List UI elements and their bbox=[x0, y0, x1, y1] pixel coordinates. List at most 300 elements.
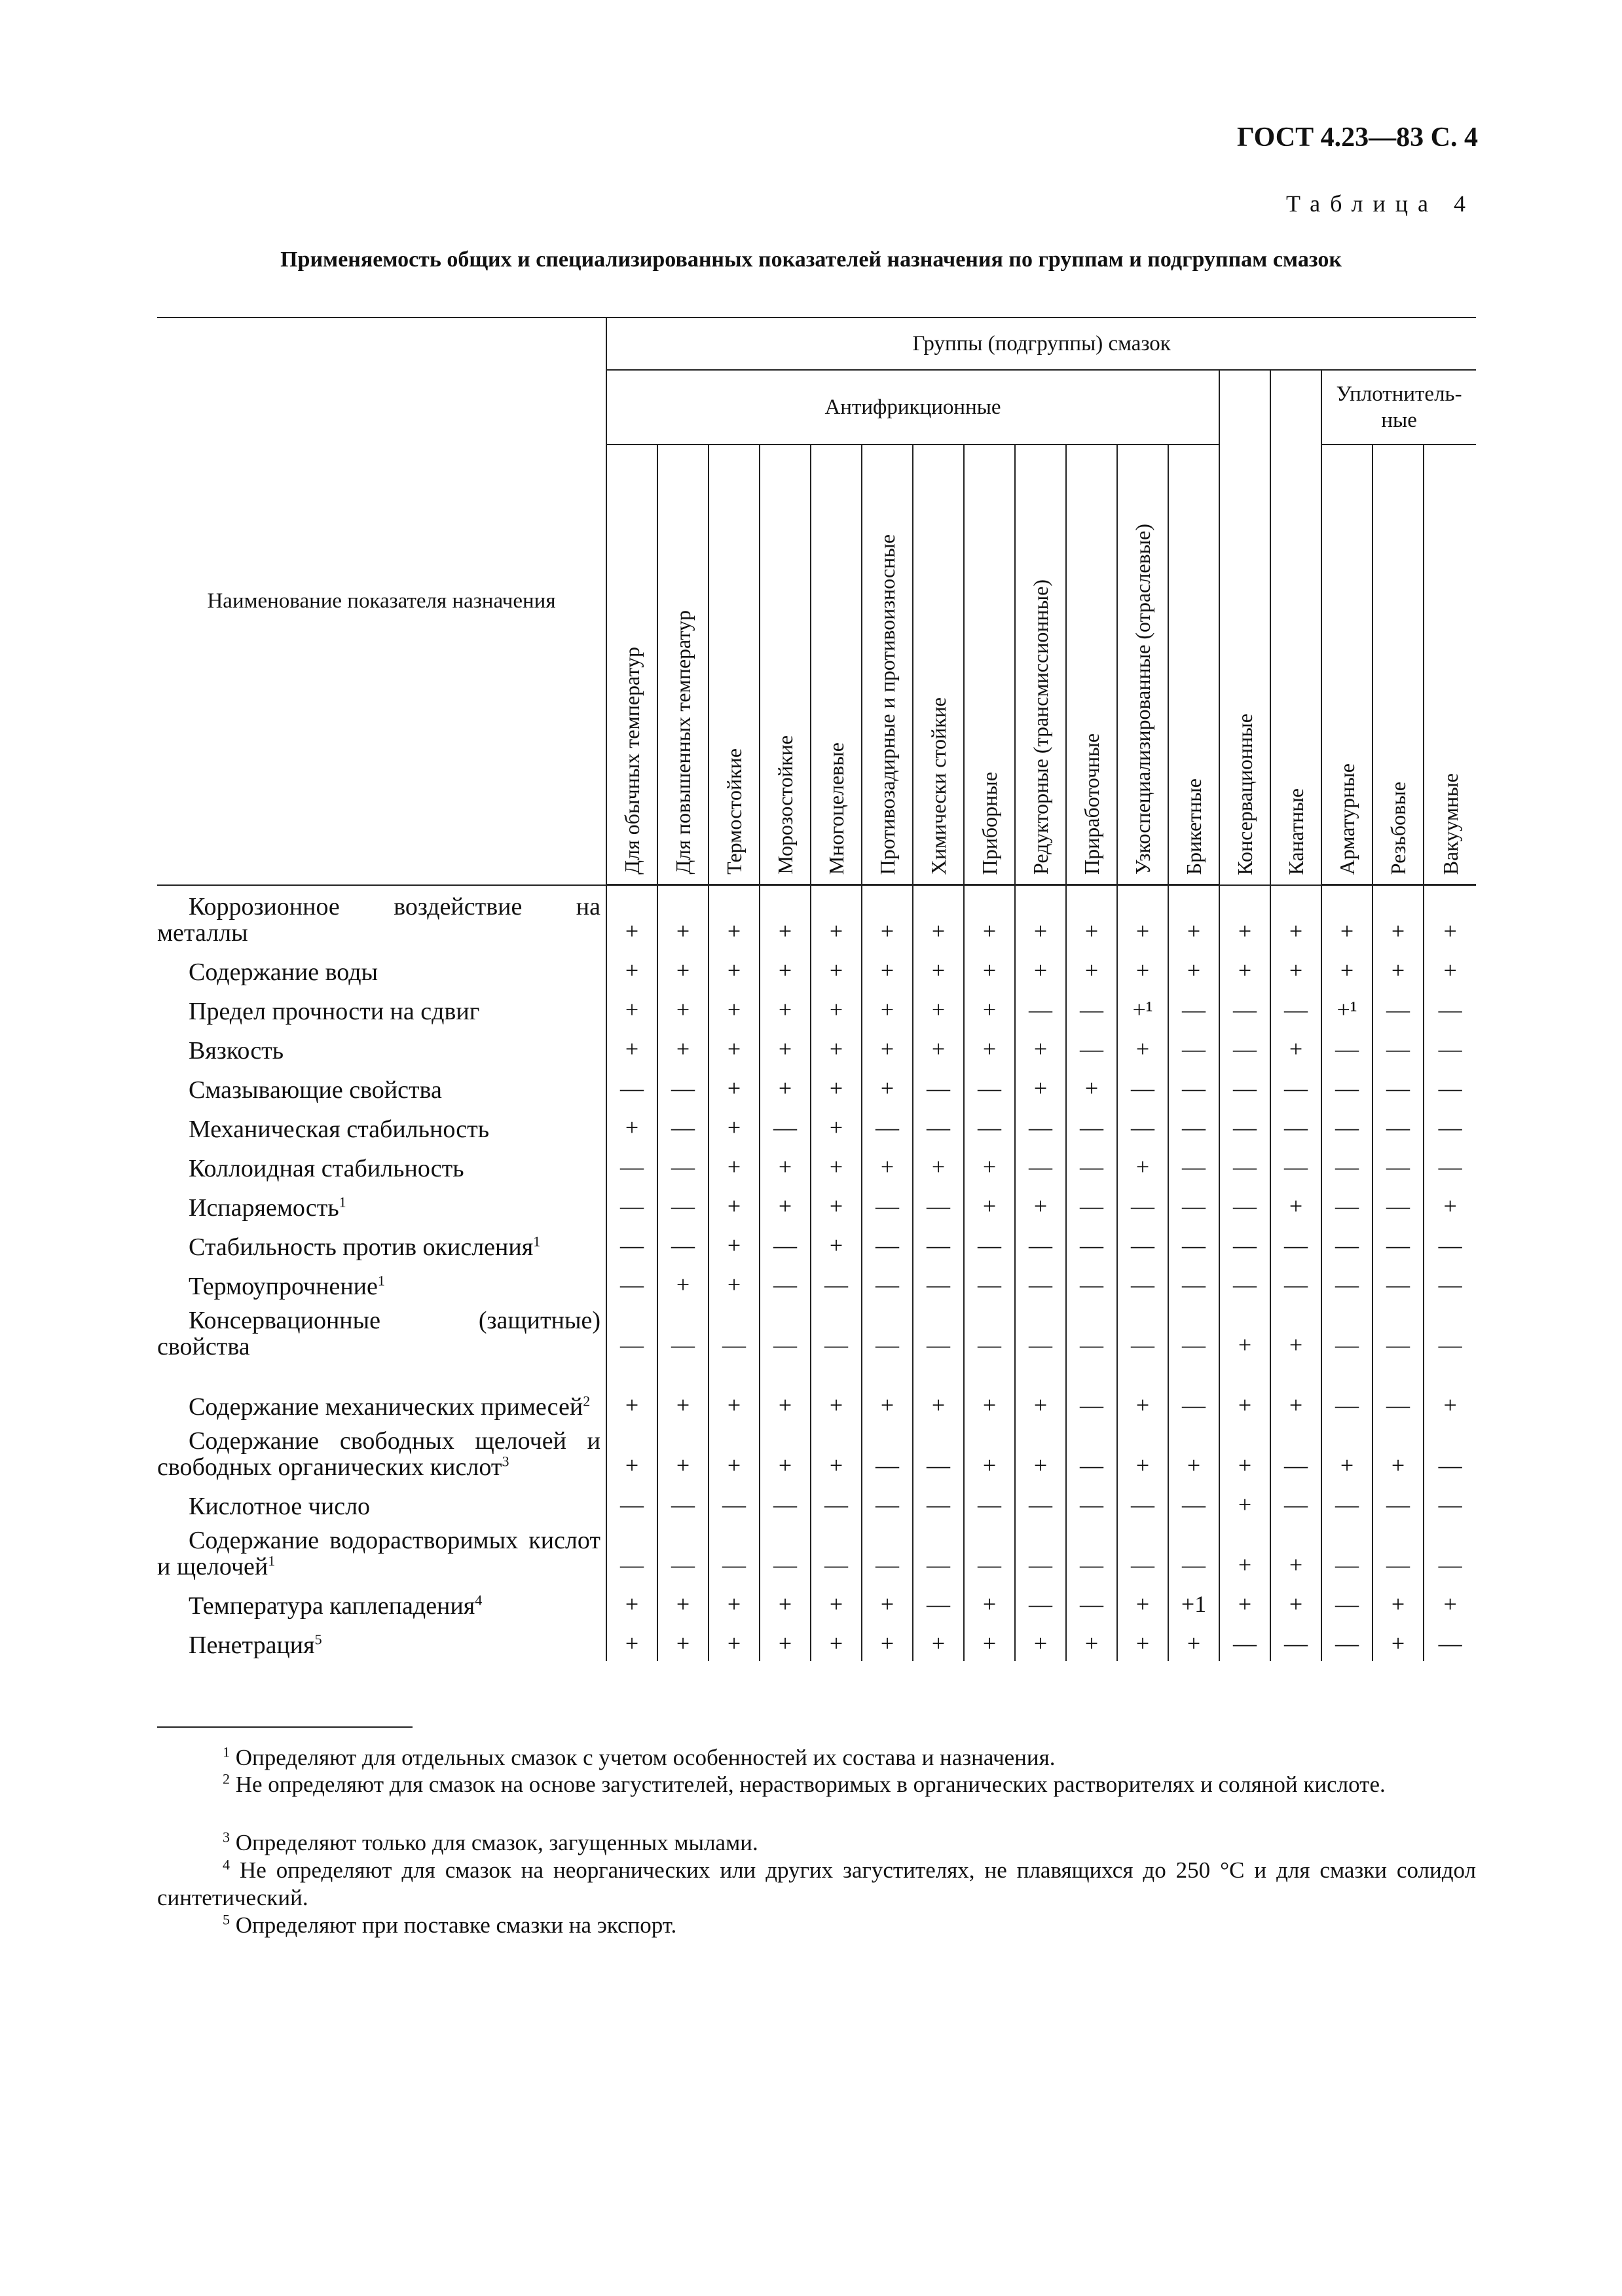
table-row bbox=[157, 1263, 1476, 1302]
table-cell: — bbox=[913, 1184, 964, 1224]
table-cell: — bbox=[1321, 1622, 1373, 1661]
column-header: Канатные bbox=[1270, 370, 1321, 885]
table-cell: + bbox=[862, 949, 913, 988]
table-row bbox=[157, 1027, 1476, 1066]
table-cell: — bbox=[1270, 988, 1321, 1027]
table-cell: — bbox=[811, 1522, 862, 1582]
table-cell: + bbox=[1270, 885, 1321, 949]
row-name: Коллоидная стабильность bbox=[189, 1154, 464, 1182]
table-cell: — bbox=[1270, 1263, 1321, 1302]
table-cell: — bbox=[862, 1263, 913, 1302]
table-cell: + bbox=[862, 1622, 913, 1661]
table-cell: — bbox=[862, 1522, 913, 1582]
table-cell: + bbox=[811, 1066, 862, 1106]
table-cell: + bbox=[709, 1224, 760, 1263]
table-cell: + bbox=[657, 885, 709, 949]
table-cell: — bbox=[1117, 1224, 1168, 1263]
table-cell: — bbox=[657, 1224, 709, 1263]
table-cell: + bbox=[913, 1145, 964, 1184]
row-name: Коррозионное воздействие на металлы bbox=[157, 892, 600, 947]
table-cell: — bbox=[657, 1522, 709, 1582]
table-cell: + bbox=[1219, 1302, 1270, 1362]
table-row bbox=[157, 1582, 1476, 1622]
table-cell: — bbox=[1321, 1263, 1373, 1302]
table-cell: + bbox=[1424, 1362, 1476, 1423]
table-cell: — bbox=[1168, 1066, 1219, 1106]
table-cell: — bbox=[606, 1483, 657, 1522]
table-cell: — bbox=[1219, 1145, 1270, 1184]
table-cell: — bbox=[1066, 1263, 1117, 1302]
table-row bbox=[157, 1224, 1476, 1263]
table-cell: + bbox=[1321, 1423, 1373, 1483]
table-cell: — bbox=[862, 1106, 913, 1145]
table-cell: + bbox=[606, 1362, 657, 1423]
row-name: Стабильность против окисления$^1$ bbox=[189, 1232, 541, 1261]
sealing-header: Уплотнитель-ные bbox=[1321, 370, 1476, 445]
column-header: Приработочные bbox=[1066, 445, 1117, 885]
table-cell: + bbox=[1168, 1423, 1219, 1483]
table-cell: — bbox=[1373, 1483, 1424, 1522]
table-cell: — bbox=[862, 1184, 913, 1224]
column-header: Для повышенных температур bbox=[657, 445, 709, 885]
table-cell: — bbox=[1066, 1184, 1117, 1224]
table-cell: — bbox=[657, 1483, 709, 1522]
table-cell: — bbox=[1321, 1106, 1373, 1145]
table-cell: — bbox=[1015, 988, 1066, 1027]
table-cell: + bbox=[1424, 1184, 1476, 1224]
table-cell: — bbox=[1321, 1483, 1373, 1522]
table-cell: — bbox=[1168, 1362, 1219, 1423]
table-cell: + bbox=[760, 988, 811, 1027]
table-cell: — bbox=[1321, 1302, 1373, 1362]
table-cell: — bbox=[811, 1302, 862, 1362]
table-cell: + bbox=[964, 949, 1015, 988]
table-cell: — bbox=[1373, 1302, 1424, 1362]
table-cell: — bbox=[1066, 1106, 1117, 1145]
table-cell: — bbox=[1270, 1224, 1321, 1263]
row-name: Испаряемость$^1$ bbox=[189, 1193, 346, 1222]
table-cell: + bbox=[1015, 1362, 1066, 1423]
table-cell: + bbox=[1117, 1027, 1168, 1066]
column-header: Арматурные bbox=[1321, 445, 1373, 885]
table-cell: + bbox=[1168, 1622, 1219, 1661]
table-cell: — bbox=[1373, 1263, 1424, 1302]
table-cell: + bbox=[709, 988, 760, 1027]
table-cell: + bbox=[913, 1027, 964, 1066]
table-cell: — bbox=[1373, 1027, 1424, 1066]
table-cell: + bbox=[1270, 1302, 1321, 1362]
table-cell: — bbox=[1270, 1483, 1321, 1522]
table-cell: + bbox=[606, 1622, 657, 1661]
table-cell: — bbox=[1015, 1483, 1066, 1522]
table-cell: + bbox=[606, 1423, 657, 1483]
table-cell: + bbox=[1066, 1066, 1117, 1106]
table-cell: + bbox=[709, 1184, 760, 1224]
table-cell: — bbox=[862, 1224, 913, 1263]
table-cell: + bbox=[1066, 1622, 1117, 1661]
table-cell: + bbox=[1270, 1522, 1321, 1582]
table-cell: — bbox=[657, 1302, 709, 1362]
table-cell: — bbox=[1066, 1302, 1117, 1362]
table-cell: + bbox=[709, 949, 760, 988]
table-cell: — bbox=[1168, 1263, 1219, 1302]
table-cell: + bbox=[1321, 949, 1373, 988]
table-cell: + bbox=[811, 1224, 862, 1263]
table-cell: + bbox=[709, 1145, 760, 1184]
table-cell: — bbox=[657, 1145, 709, 1184]
table-cell: + bbox=[760, 1184, 811, 1224]
row-name: Содержание воды bbox=[189, 958, 378, 986]
table-cell: + bbox=[1168, 949, 1219, 988]
table-cell: + bbox=[1015, 949, 1066, 988]
footnote: $^1$ Определяют для отдельных смазок с учетом особенностей их состава и назначения. bbox=[223, 1743, 1056, 1770]
table-cell: + bbox=[862, 1066, 913, 1106]
table-cell: + bbox=[657, 1622, 709, 1661]
table-cell: + bbox=[1219, 1483, 1270, 1522]
table-cell: — bbox=[1117, 1522, 1168, 1582]
table-cell: — bbox=[1219, 988, 1270, 1027]
table-cell: — bbox=[657, 1106, 709, 1145]
table-cell: — bbox=[1424, 1145, 1476, 1184]
table-cell: + bbox=[964, 1362, 1015, 1423]
table-row bbox=[157, 1302, 1476, 1362]
table-cell: + bbox=[1270, 949, 1321, 988]
table-cell: — bbox=[709, 1483, 760, 1522]
table-cell: — bbox=[1117, 1184, 1168, 1224]
table-cell: + bbox=[964, 1027, 1015, 1066]
table-cell: + bbox=[1117, 1145, 1168, 1184]
table-cell: — bbox=[760, 1106, 811, 1145]
table-cell: + bbox=[760, 1622, 811, 1661]
table-cell: + bbox=[1270, 1184, 1321, 1224]
table-cell: — bbox=[606, 1184, 657, 1224]
table-cell: — bbox=[1066, 1522, 1117, 1582]
column-header: Химически стойкие bbox=[913, 445, 964, 885]
table-cell: — bbox=[1321, 1582, 1373, 1622]
table-cell: — bbox=[1424, 1483, 1476, 1522]
table-cell: + bbox=[1270, 1582, 1321, 1622]
table-cell: — bbox=[1015, 1522, 1066, 1582]
table-cell: — bbox=[811, 1483, 862, 1522]
table-cell: — bbox=[1219, 1184, 1270, 1224]
table-cell: — bbox=[1373, 1224, 1424, 1263]
table-number: Таблица 4 bbox=[1286, 191, 1475, 217]
table-cell: — bbox=[1270, 1622, 1321, 1661]
table-row bbox=[157, 1622, 1476, 1661]
table-cell: + bbox=[1015, 1027, 1066, 1066]
table-cell: + bbox=[760, 1066, 811, 1106]
table-cell: — bbox=[1015, 1302, 1066, 1362]
table-cell: — bbox=[1117, 1066, 1168, 1106]
table-cell: + bbox=[1219, 1362, 1270, 1423]
table-cell: — bbox=[964, 1483, 1015, 1522]
table-cell: + bbox=[913, 885, 964, 949]
applicability-table bbox=[157, 317, 1476, 1661]
table-cell: — bbox=[1219, 1027, 1270, 1066]
table-cell: + bbox=[606, 949, 657, 988]
row-name: Смазывающие свойства bbox=[189, 1076, 442, 1104]
table-cell: — bbox=[1219, 1622, 1270, 1661]
table-cell: + bbox=[1066, 885, 1117, 949]
table-cell: + bbox=[1015, 1622, 1066, 1661]
column-header: Приборные bbox=[964, 445, 1015, 885]
table-cell: + bbox=[1117, 1362, 1168, 1423]
table-cell: — bbox=[1168, 1302, 1219, 1362]
table-cell: + bbox=[913, 988, 964, 1027]
table-cell: + bbox=[862, 1362, 913, 1423]
table-cell: + bbox=[811, 885, 862, 949]
table-cell: — bbox=[760, 1302, 811, 1362]
table-cell: — bbox=[606, 1224, 657, 1263]
table-cell: — bbox=[1321, 1522, 1373, 1582]
table-row bbox=[157, 1066, 1476, 1106]
table-cell: — bbox=[1424, 1224, 1476, 1263]
table-cell: — bbox=[913, 1582, 964, 1622]
table-cell: — bbox=[913, 1224, 964, 1263]
table-cell: — bbox=[657, 1184, 709, 1224]
table-cell: — bbox=[1373, 1362, 1424, 1423]
table-cell: — bbox=[913, 1522, 964, 1582]
table-row bbox=[157, 1483, 1476, 1522]
table-cell: — bbox=[1219, 1224, 1270, 1263]
table-cell: — bbox=[1321, 1145, 1373, 1184]
table-cell: — bbox=[709, 1302, 760, 1362]
table-cell: — bbox=[1424, 1066, 1476, 1106]
name-column-header: Наименование показателя назначения bbox=[157, 318, 606, 885]
table-cell: + bbox=[657, 1423, 709, 1483]
table-cell: + bbox=[760, 1027, 811, 1066]
table-cell: — bbox=[1168, 1522, 1219, 1582]
table-cell: + bbox=[1373, 885, 1424, 949]
table-cell: + bbox=[657, 949, 709, 988]
table-cell: — bbox=[1373, 1106, 1424, 1145]
table-cell: — bbox=[1117, 1302, 1168, 1362]
table-cell: — bbox=[1321, 1027, 1373, 1066]
table-cell: — bbox=[1270, 1066, 1321, 1106]
table-cell: + bbox=[1219, 885, 1270, 949]
table-cell: + bbox=[709, 1362, 760, 1423]
table-cell: — bbox=[811, 1263, 862, 1302]
table-cell: — bbox=[1015, 1582, 1066, 1622]
table-cell: — bbox=[1270, 1145, 1321, 1184]
table-cell: + bbox=[760, 1582, 811, 1622]
footnote: $^5$ Определяют при поставке смазки на экспорт. bbox=[223, 1911, 677, 1938]
table-cell: — bbox=[964, 1066, 1015, 1106]
footnote: $^3$ Определяют только для смазок, загущенных мылами. bbox=[223, 1829, 758, 1855]
table-cell: — bbox=[1066, 1582, 1117, 1622]
table-cell: — bbox=[1117, 1263, 1168, 1302]
table-cell: + bbox=[606, 988, 657, 1027]
row-name: Вязкость bbox=[189, 1036, 284, 1065]
table-cell: — bbox=[606, 1522, 657, 1582]
table-cell: + bbox=[1066, 949, 1117, 988]
table-cell: — bbox=[1424, 988, 1476, 1027]
table-cell: — bbox=[1219, 1106, 1270, 1145]
table-cell: — bbox=[1373, 1145, 1424, 1184]
column-header: Редукторные (трансмиссионные) bbox=[1015, 445, 1066, 885]
table-cell: — bbox=[1270, 1106, 1321, 1145]
table-cell: — bbox=[1321, 1066, 1373, 1106]
table-cell: + bbox=[606, 1027, 657, 1066]
table-cell: + bbox=[1117, 949, 1168, 988]
table-cell: + bbox=[1373, 1582, 1424, 1622]
table-cell: — bbox=[1168, 1483, 1219, 1522]
table-cell: + bbox=[1424, 1582, 1476, 1622]
table-cell: — bbox=[1373, 1522, 1424, 1582]
table-cell: — bbox=[657, 1066, 709, 1106]
table-row bbox=[157, 988, 1476, 1027]
table-cell: — bbox=[1168, 1027, 1219, 1066]
table-cell: + bbox=[964, 885, 1015, 949]
table-cell: + bbox=[1219, 949, 1270, 988]
table-cell: — bbox=[1424, 1263, 1476, 1302]
table-cell: + bbox=[811, 1106, 862, 1145]
table-cell: + bbox=[964, 1622, 1015, 1661]
table-cell: + bbox=[760, 1423, 811, 1483]
table-cell: +1 bbox=[1168, 1582, 1219, 1622]
column-header: Морозостойкие bbox=[760, 445, 811, 885]
table-cell: — bbox=[606, 1263, 657, 1302]
table-cell: + bbox=[760, 1145, 811, 1184]
footnote: $^4$ Не определяют для смазок на неорганических или других загустителях, не плавящихся до 250 °С и для смазки солидол синтетический. bbox=[157, 1856, 1477, 1910]
table-cell: + bbox=[862, 1145, 913, 1184]
row-name: Пенетрация$^5$ bbox=[189, 1630, 322, 1659]
table-cell: — bbox=[1066, 1027, 1117, 1066]
table-cell: — bbox=[913, 1423, 964, 1483]
table-cell: + bbox=[657, 1362, 709, 1423]
table-cell: — bbox=[1015, 1106, 1066, 1145]
table-cell: + bbox=[964, 1145, 1015, 1184]
table-row bbox=[157, 1423, 1476, 1483]
table-cell: + bbox=[709, 1263, 760, 1302]
table-cell: + bbox=[1117, 885, 1168, 949]
table-cell: — bbox=[862, 1302, 913, 1362]
table-cell: + bbox=[811, 1027, 862, 1066]
table-cell: — bbox=[1066, 1362, 1117, 1423]
table-cell: — bbox=[1168, 988, 1219, 1027]
table-cell: — bbox=[760, 1522, 811, 1582]
table-cell: + bbox=[913, 949, 964, 988]
table-cell: — bbox=[1424, 1522, 1476, 1582]
table-cell: — bbox=[964, 1224, 1015, 1263]
table-cell: + bbox=[811, 1184, 862, 1224]
row-name: Термоупрочнение$^1$ bbox=[189, 1271, 385, 1300]
table-cell: — bbox=[1117, 1483, 1168, 1522]
table-row bbox=[157, 949, 1476, 988]
table-cell: + bbox=[606, 1106, 657, 1145]
table-cell: + bbox=[1270, 1362, 1321, 1423]
table-cell: — bbox=[1066, 1145, 1117, 1184]
column-header: Брикетные bbox=[1168, 445, 1219, 885]
table-cell: — bbox=[913, 1066, 964, 1106]
table-cell: + bbox=[1117, 1582, 1168, 1622]
table-cell: +¹ bbox=[1117, 988, 1168, 1027]
antifriction-header: Антифрикционные bbox=[606, 370, 1219, 445]
table-cell: + bbox=[913, 1362, 964, 1423]
row-name: Консервационные (защитные) свойства bbox=[157, 1306, 600, 1360]
column-header: Вакуумные bbox=[1424, 445, 1476, 885]
table-row bbox=[157, 1106, 1476, 1145]
table-cell: — bbox=[1066, 1483, 1117, 1522]
table-cell: + bbox=[1321, 885, 1373, 949]
table-cell: — bbox=[606, 1302, 657, 1362]
table-cell: + bbox=[1015, 1184, 1066, 1224]
table-cell: — bbox=[760, 1483, 811, 1522]
table-cell: + bbox=[811, 1362, 862, 1423]
table-cell: — bbox=[1373, 1184, 1424, 1224]
column-header: Для обычных температур bbox=[606, 445, 657, 885]
table-cell: — bbox=[1424, 1423, 1476, 1483]
table-cell: + bbox=[709, 1106, 760, 1145]
table-cell: + bbox=[1219, 1423, 1270, 1483]
table-cell: — bbox=[1321, 1184, 1373, 1224]
table-row bbox=[157, 1184, 1476, 1224]
table-cell: — bbox=[1424, 1302, 1476, 1362]
table-cell: — bbox=[606, 1066, 657, 1106]
column-header: Многоцелевые bbox=[811, 445, 862, 885]
table-cell: — bbox=[1066, 988, 1117, 1027]
table-cell: — bbox=[1373, 988, 1424, 1027]
table-cell: — bbox=[1066, 1423, 1117, 1483]
table-cell: — bbox=[913, 1483, 964, 1522]
row-name: Температура каплепадения$^4$ bbox=[189, 1591, 483, 1620]
table-cell: — bbox=[760, 1263, 811, 1302]
table-cell: — bbox=[1321, 1362, 1373, 1423]
table-cell: + bbox=[1373, 1622, 1424, 1661]
table-cell: + bbox=[760, 885, 811, 949]
table-cell: + bbox=[1117, 1622, 1168, 1661]
row-name: Кислотное число bbox=[189, 1492, 371, 1520]
table-row bbox=[157, 1522, 1476, 1582]
table-cell: + bbox=[657, 1027, 709, 1066]
table-cell: + bbox=[657, 1582, 709, 1622]
table-cell: + bbox=[1219, 1522, 1270, 1582]
table-cell: + bbox=[1015, 885, 1066, 949]
table-cell: — bbox=[1117, 1106, 1168, 1145]
table-cell: + bbox=[811, 1582, 862, 1622]
table-cell: — bbox=[913, 1263, 964, 1302]
table-cell: + bbox=[811, 1622, 862, 1661]
table-cell: + bbox=[709, 1027, 760, 1066]
table-cell: — bbox=[913, 1302, 964, 1362]
table-cell: + bbox=[964, 1582, 1015, 1622]
table-cell: — bbox=[1219, 1263, 1270, 1302]
table-cell: + bbox=[1270, 1027, 1321, 1066]
table-cell: — bbox=[1270, 1423, 1321, 1483]
row-name: Содержание водорастворимых кислот и щелочей$^1$ bbox=[157, 1526, 600, 1580]
table-cell: + bbox=[760, 1362, 811, 1423]
table-cell: + bbox=[606, 885, 657, 949]
table-cell: — bbox=[1424, 1106, 1476, 1145]
table-cell: + bbox=[657, 1263, 709, 1302]
table-cell: + bbox=[709, 1622, 760, 1661]
groups-header: Группы (подгруппы) смазок bbox=[606, 318, 1476, 370]
table-cell: — bbox=[709, 1522, 760, 1582]
column-header: Термостойкие bbox=[709, 445, 760, 885]
column-header: Резьбовые bbox=[1373, 445, 1424, 885]
row-name: Механическая стабильность bbox=[189, 1115, 490, 1143]
table-cell: + bbox=[811, 988, 862, 1027]
table-cell: + bbox=[811, 1145, 862, 1184]
table-cell: — bbox=[1168, 1145, 1219, 1184]
table-cell: + bbox=[709, 1066, 760, 1106]
table-cell: + bbox=[1168, 885, 1219, 949]
column-header: Узкоспециализированные (отраслевые) bbox=[1117, 445, 1168, 885]
table-cell: — bbox=[1168, 1106, 1219, 1145]
table-cell: + bbox=[964, 1184, 1015, 1224]
table-cell: + bbox=[709, 1582, 760, 1622]
table-cell: + bbox=[709, 885, 760, 949]
